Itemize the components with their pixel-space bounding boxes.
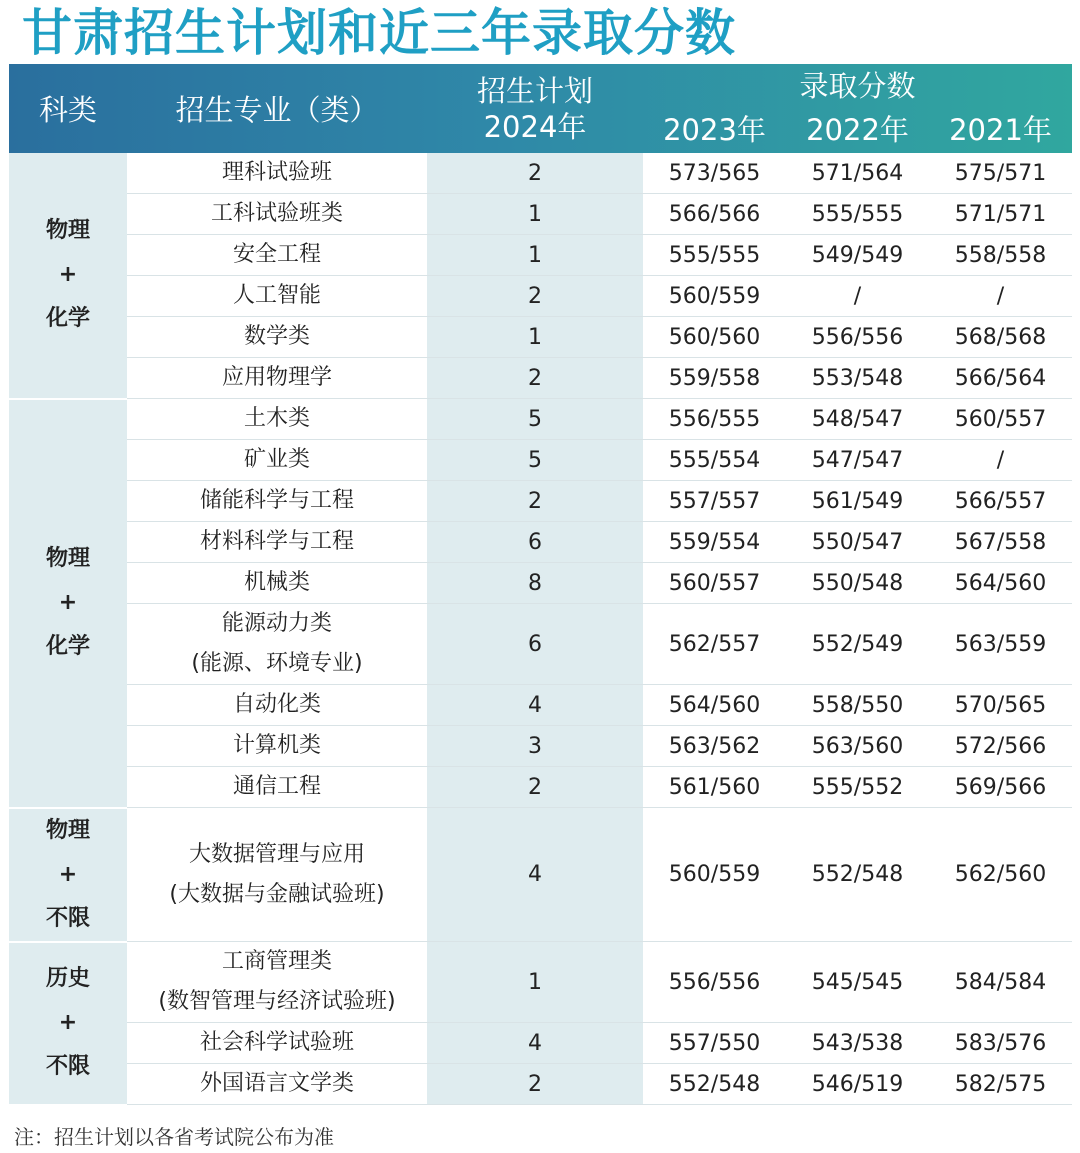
category-line: 物理	[45, 218, 90, 244]
table-row	[9, 563, 1072, 604]
table-row	[9, 522, 1072, 563]
major-cell	[127, 604, 427, 685]
score-2023-cell: 566/566	[643, 194, 786, 235]
score-2021-cell: 567/558	[929, 522, 1072, 563]
table-row	[9, 808, 1072, 942]
major-cell	[127, 1023, 427, 1064]
major-name: 数学类	[243, 324, 310, 349]
score-2022-cell: 550/548	[786, 563, 929, 604]
major-cell	[127, 235, 427, 276]
table-row	[9, 726, 1072, 767]
table-row	[9, 440, 1072, 481]
plan-cell: 2	[427, 767, 643, 808]
header-plan-line2: 2024年	[483, 109, 587, 144]
score-2021-cell: 558/558	[929, 235, 1072, 276]
score-2023-cell: 556/555	[643, 399, 786, 440]
plan-cell: 6	[427, 522, 643, 563]
score-2021-cell: 570/565	[929, 685, 1072, 726]
score-2021-cell: 575/571	[929, 153, 1072, 194]
category-line: 化学	[45, 634, 90, 659]
score-2021-cell: 566/564	[929, 358, 1072, 399]
major-cell	[127, 767, 427, 808]
table-row	[9, 358, 1072, 399]
table-row	[9, 317, 1072, 358]
major-cell	[127, 481, 427, 522]
score-2023-cell: 557/557	[643, 481, 786, 522]
major-name: (数智管理与经济试验班)	[158, 989, 396, 1014]
table-row	[9, 767, 1072, 808]
score-2021-cell: 582/575	[929, 1064, 1072, 1105]
category-line: +	[58, 590, 78, 615]
plan-cell: 4	[427, 808, 643, 942]
score-2023-cell: 563/562	[643, 726, 786, 767]
score-2021-cell: 569/566	[929, 767, 1072, 808]
score-2022-cell: 563/560	[786, 726, 929, 767]
category-line: 历史	[45, 966, 90, 991]
table-row	[9, 1023, 1072, 1064]
score-2023-cell: 560/557	[643, 563, 786, 604]
table-row	[9, 235, 1072, 276]
major-cell	[127, 685, 427, 726]
header-year-2023: 2023年	[663, 113, 766, 147]
plan-cell: 6	[427, 604, 643, 685]
score-2023-cell: 560/559	[643, 276, 786, 317]
major-name: 自动化类	[232, 692, 321, 717]
table-row	[9, 685, 1072, 726]
footnote: 注：招生计划以各省考试院公布为准	[14, 1125, 334, 1149]
major-name: 工商管理类	[221, 949, 332, 974]
category-line: 不限	[45, 905, 90, 931]
category-cell	[9, 808, 127, 942]
page-title: 甘肃招生计划和近三年录取分数	[22, 4, 736, 62]
plan-cell: 2	[427, 358, 643, 399]
score-2021-cell: 584/584	[929, 942, 1072, 1023]
major-name: 理科试验班	[221, 160, 332, 185]
score-2023-cell: 559/554	[643, 522, 786, 563]
score-2021-cell: 566/557	[929, 481, 1072, 522]
score-2023-cell: 555/554	[643, 440, 786, 481]
plan-cell: 4	[427, 685, 643, 726]
category-line: +	[58, 861, 78, 887]
major-name: 能源动力类	[221, 611, 332, 636]
major-name: 工科试验班类	[210, 201, 343, 226]
plan-cell: 2	[427, 153, 643, 194]
major-name: 材料科学与工程	[199, 529, 354, 554]
score-2022-cell: /	[786, 276, 929, 317]
plan-cell: 8	[427, 563, 643, 604]
major-name: 安全工程	[232, 242, 321, 267]
major-cell	[127, 440, 427, 481]
score-2022-cell: 571/564	[786, 153, 929, 194]
major-cell	[127, 808, 427, 942]
score-2023-cell: 562/557	[643, 604, 786, 685]
major-name: (大数据与金融试验班)	[169, 881, 385, 907]
major-cell	[127, 1064, 427, 1105]
plan-cell: 1	[427, 235, 643, 276]
category-line: 物理	[45, 546, 90, 571]
category-line: +	[58, 1010, 78, 1035]
category-cell	[9, 942, 127, 1105]
score-2022-cell: 553/548	[786, 358, 929, 399]
table-row	[9, 942, 1072, 1023]
category-line: 物理	[45, 817, 90, 843]
plan-cell: 2	[427, 481, 643, 522]
major-cell	[127, 942, 427, 1023]
score-2021-cell: 562/560	[929, 808, 1072, 942]
score-2022-cell: 555/552	[786, 767, 929, 808]
score-2021-cell: 560/557	[929, 399, 1072, 440]
category-cell	[9, 153, 127, 399]
score-2023-cell: 552/548	[643, 1064, 786, 1105]
major-name: 外国语言文学类	[199, 1071, 354, 1096]
major-name: 应用物理学	[221, 365, 332, 390]
admission-table	[9, 64, 1072, 1106]
score-2022-cell: 549/549	[786, 235, 929, 276]
major-cell	[127, 522, 427, 563]
score-2023-cell: 564/560	[643, 685, 786, 726]
plan-cell: 1	[427, 194, 643, 235]
score-2021-cell: /	[929, 440, 1072, 481]
major-cell	[127, 726, 427, 767]
score-2022-cell: 547/547	[786, 440, 929, 481]
score-2022-cell: 552/548	[786, 808, 929, 942]
table-row	[9, 153, 1072, 194]
score-2023-cell: 573/565	[643, 153, 786, 194]
score-2022-cell: 545/545	[786, 942, 929, 1023]
header-category: 科类	[38, 93, 97, 127]
score-2023-cell: 560/559	[643, 808, 786, 942]
header-year-2022: 2022年	[806, 113, 909, 147]
score-2021-cell: 583/576	[929, 1023, 1072, 1064]
plan-cell: 2	[427, 276, 643, 317]
score-2023-cell: 556/556	[643, 942, 786, 1023]
major-cell	[127, 399, 427, 440]
header-year-2021: 2021年	[949, 113, 1052, 147]
score-2022-cell: 543/538	[786, 1023, 929, 1064]
score-2022-cell: 552/549	[786, 604, 929, 685]
plan-cell: 4	[427, 1023, 643, 1064]
score-2021-cell: 564/560	[929, 563, 1072, 604]
category-line: +	[58, 262, 78, 288]
table-row	[9, 481, 1072, 522]
major-name: 社会科学试验班	[199, 1030, 354, 1055]
score-2022-cell: 550/547	[786, 522, 929, 563]
score-2023-cell: 560/560	[643, 317, 786, 358]
score-2022-cell: 555/555	[786, 194, 929, 235]
score-2022-cell: 546/519	[786, 1064, 929, 1105]
score-2023-cell: 555/555	[643, 235, 786, 276]
major-cell	[127, 358, 427, 399]
table-body	[9, 153, 1072, 1105]
score-2022-cell: 548/547	[786, 399, 929, 440]
score-2022-cell: 558/550	[786, 685, 929, 726]
plan-cell: 5	[427, 440, 643, 481]
score-2021-cell: 572/566	[929, 726, 1072, 767]
major-name: 机械类	[243, 570, 310, 595]
table-row	[9, 399, 1072, 440]
header-plan-line1: 招生计划	[476, 73, 593, 108]
header-scores: 录取分数	[799, 69, 916, 103]
major-name: 人工智能	[232, 283, 321, 308]
table-row	[9, 1064, 1072, 1105]
plan-cell: 1	[427, 317, 643, 358]
table-row	[9, 604, 1072, 685]
plan-cell: 2	[427, 1064, 643, 1105]
score-2021-cell: 568/568	[929, 317, 1072, 358]
major-name: (能源、环境专业)	[191, 651, 363, 676]
table-row	[9, 276, 1072, 317]
plan-cell: 3	[427, 726, 643, 767]
plan-cell: 5	[427, 399, 643, 440]
table-row	[9, 194, 1072, 235]
score-2023-cell: 559/558	[643, 358, 786, 399]
score-2021-cell: 563/559	[929, 604, 1072, 685]
major-name: 计算机类	[232, 733, 321, 758]
major-cell	[127, 317, 427, 358]
major-name: 土木类	[243, 406, 310, 431]
major-cell	[127, 194, 427, 235]
plan-cell: 1	[427, 942, 643, 1023]
major-cell	[127, 153, 427, 194]
major-name: 大数据管理与应用	[188, 841, 365, 867]
header-plan	[427, 64, 643, 153]
header-major: 招生专业（类）	[175, 93, 379, 127]
score-2023-cell: 557/550	[643, 1023, 786, 1064]
category-cell	[9, 399, 127, 808]
major-name: 通信工程	[232, 774, 321, 799]
score-2021-cell: /	[929, 276, 1072, 317]
score-2022-cell: 556/556	[786, 317, 929, 358]
score-2022-cell: 561/549	[786, 481, 929, 522]
major-cell	[127, 563, 427, 604]
category-line: 化学	[45, 306, 90, 332]
score-2023-cell: 561/560	[643, 767, 786, 808]
major-cell	[127, 276, 427, 317]
score-2021-cell: 571/571	[929, 194, 1072, 235]
major-name: 矿业类	[243, 447, 310, 472]
category-line: 不限	[45, 1054, 90, 1079]
major-name: 储能科学与工程	[199, 488, 354, 513]
